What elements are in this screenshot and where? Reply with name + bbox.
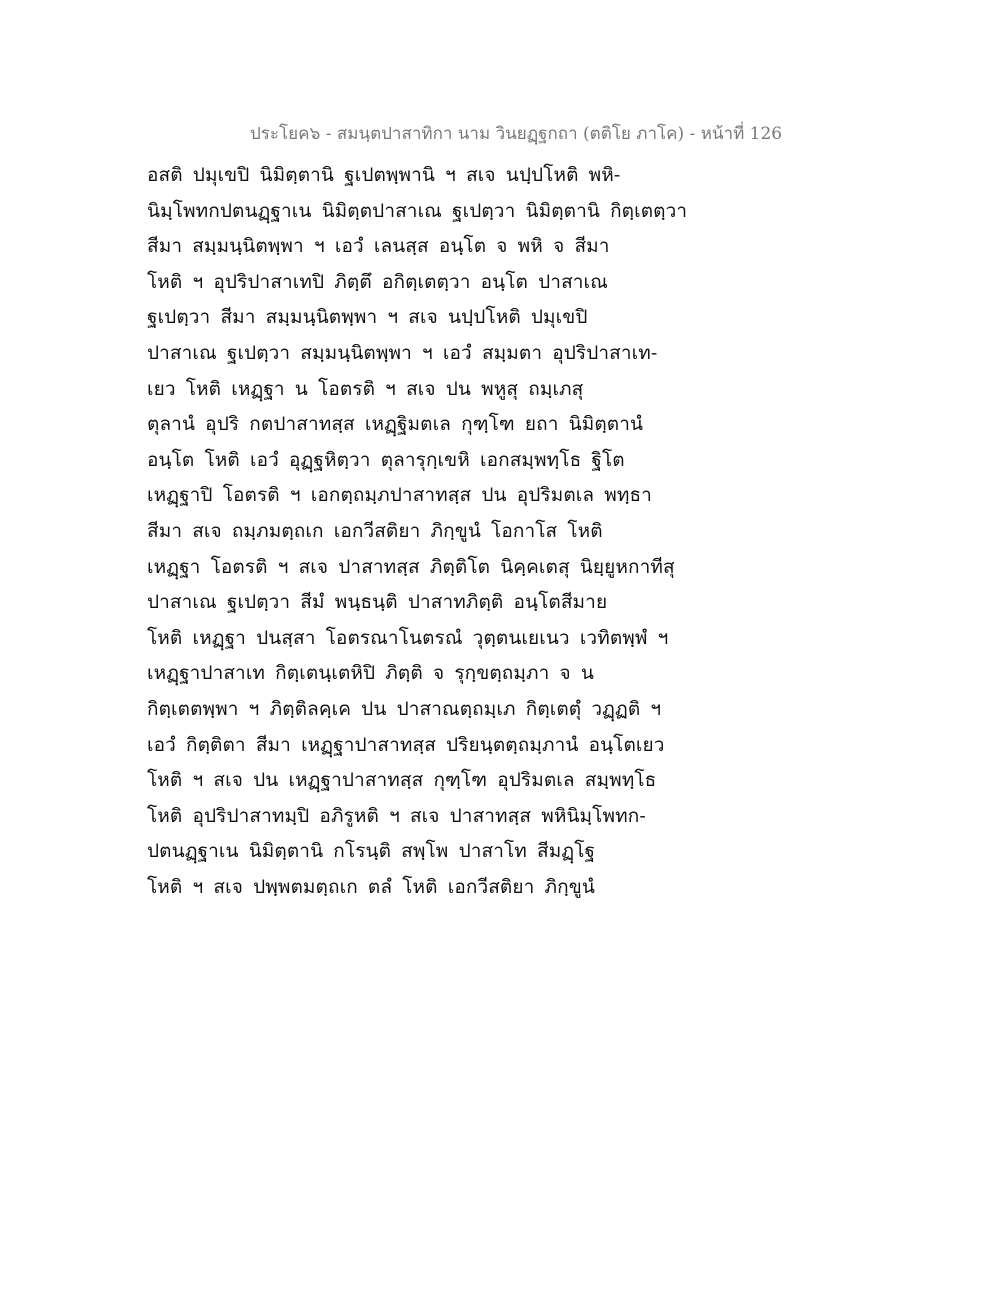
text-line-10: เหฏฺฐาปิ โอตรติ ฯ เอกตฺถมฺภปาสาทสฺส ปน อุปริมตเล พทฺธา: [147, 484, 652, 507]
text-line-16: กิตฺเตตพฺพา ฯ ภิตฺติลคฺเค ปน ปาสาณตฺถมฺเภ กิตฺเตตุํ วฏฺฏติ ฯ: [147, 697, 662, 720]
text-line-2: นิมฺโพทกปตนฏฺฐาเน นิมิตฺตปาสาเณ ฐเปตฺวา นิมิตฺตานิ กิตฺเตตฺวา: [147, 199, 688, 222]
text-line-1: อสติ ปมุเขปิ นิมิตฺตานิ ฐเปตพฺพานิ ฯ สเจ นปฺปโหติ พหิ-: [147, 164, 621, 186]
text-line-4: โหติ ฯ อุปริปาสาเทปิ ภิตฺตึ อกิตฺเตตฺวา อนฺโต ปาสาเณ: [147, 270, 608, 293]
text-line-14: โหติ เหฏฺฐา ปนสฺสา โอตรณาโนตรณํ วุตฺตนเยเนว เวทิตพฺพํ ฯ: [147, 626, 669, 649]
text-line-8: ตุลานํ อุปริ กตปาสาทสฺส เหฏฺฐิมตเล กุฑฺโฑ ยถา นิมิตฺตานํ: [147, 413, 644, 436]
text-line-18: โหติ ฯ สเจ ปน เหฏฺฐาปาสาทสฺส กุฑฺโฑ อุปริมตเล สมฺพทฺโธ: [147, 769, 657, 792]
text-line-20: ปตนฏฺฐาเน นิมิตฺตานิ กโรนฺติ สพฺโพ ปาสาโท สีมฏฺโฐ: [147, 840, 596, 863]
text-line-6: ปาสาเณ ฐเปตฺวา สมฺมนฺนิตพฺพา ฯ เอวํ สมฺมตา อุปริปาสาเท-: [147, 341, 658, 364]
text-line-21: โหติ ฯ สเจ ปพฺพตมตฺถเก ตลํ โหติ เอกวีสติยา ภิกฺขูนํ: [147, 875, 595, 898]
body-text: [147, 158, 707, 905]
text-line-17: เอวํ กิตฺติตา สีมา เหฏฺฐาปาสาทสฺส ปริยนฺตตฺถมฺภานํ อนฺโตเยว: [147, 733, 665, 756]
text-line-9: อนฺโต โหติ เอวํ อุฏฺฐหิตฺวา ตุลารุกฺเขหิ เอกสมฺพทฺโธ ฐิโต: [147, 448, 625, 471]
text-line-19: โหติ อุปริปาสาทมฺปิ อภิรูหติ ฯ สเจ ปาสาทสฺส พหินิมฺโพทก-: [147, 804, 646, 827]
text-line-11: สีมา สเจ ถมฺภมตฺถเก เอกวีสติยา ภิกฺขูนํ โอกาโส โหติ: [147, 519, 603, 542]
text-line-13: ปาสาเณ ฐเปตฺวา สีมํ พนฺธนฺติ ปาสาทภิตฺติ อนฺโตสีมาย: [147, 591, 608, 614]
text-line-15: เหฏฺฐาปาสาเท กิตฺเตนฺเตหิปิ ภิตฺติ จ รุกฺขตฺถมฺภา จ น: [147, 662, 594, 685]
text-line-12: เหฏฺฐา โอตรติ ฯ สเจ ปาสาทสฺส ภิตฺติโต นิคฺคเตสุ นิยฺยูหกาทีสุ: [147, 555, 675, 578]
running-header: ประโยค๖ - สมนฺตปาสาทิกา นาม วินยฏฺฐกถา (ตติโย ภาโค) - หน้าที่ 126: [250, 124, 783, 144]
text-line-5: ฐเปตฺวา สีมา สมฺมนฺนิตพฺพา ฯ สเจ นปฺปโหติ ปมุเขปิ: [147, 306, 588, 329]
text-line-3: สีมา สมฺมนฺนิตพฺพา ฯ เอวํ เลนสฺส อนฺโต จ พหิ จ สีมา: [147, 235, 610, 258]
text-line-7: เยว โหติ เหฏฺฐา น โอตรติ ฯ สเจ ปน พหูสุ ถมฺเภสุ: [147, 377, 584, 400]
